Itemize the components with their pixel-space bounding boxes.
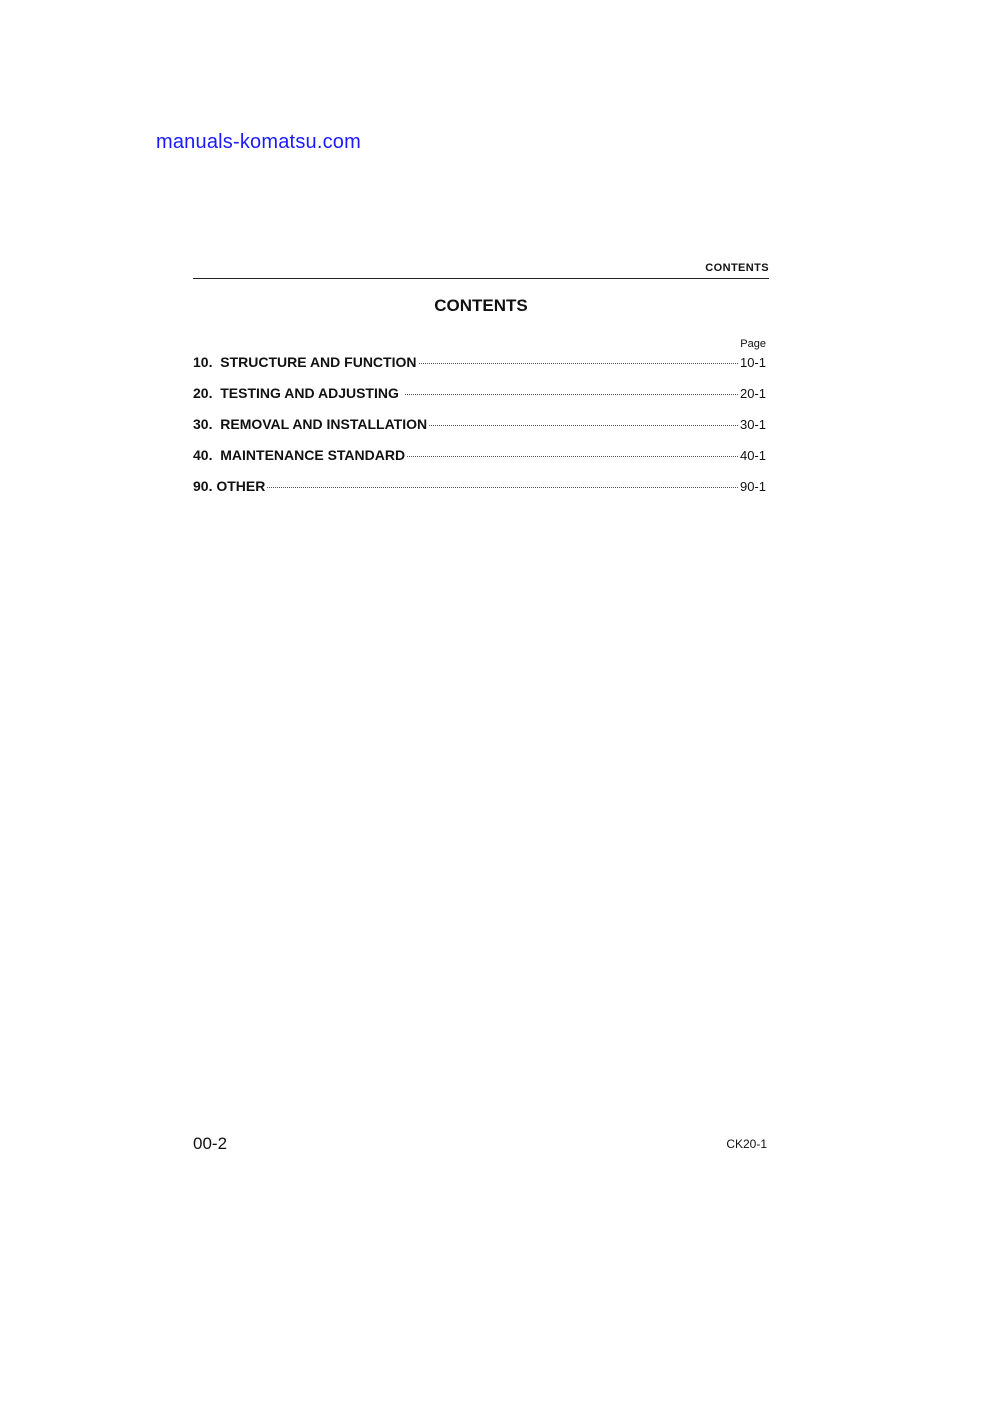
dot-leader: [419, 363, 738, 364]
toc-entry-page: 90-1: [739, 479, 766, 494]
toc-entry-testing-and-adjusting[interactable]: [193, 385, 766, 416]
table-of-contents: [193, 354, 766, 509]
toc-entry-label: 10. STRUCTURE AND FUNCTION: [193, 354, 417, 370]
toc-entry-page: 40-1: [739, 448, 766, 463]
toc-entry-structure-and-function[interactable]: [193, 354, 766, 385]
dot-leader: [407, 456, 738, 457]
running-header-title: CONTENTS: [705, 262, 769, 274]
toc-entry-maintenance-standard[interactable]: [193, 447, 766, 478]
toc-entry-label: 30. REMOVAL AND INSTALLATION: [193, 416, 428, 432]
toc-entry-page: 10-1: [739, 355, 766, 370]
toc-entry-label: 40. MAINTENANCE STANDARD: [193, 447, 406, 463]
document-title: CONTENTS: [434, 296, 528, 315]
toc-entry-page: 20-1: [739, 386, 766, 401]
page-number: 00-2: [193, 1134, 228, 1153]
toc-entry-page: 30-1: [739, 417, 766, 432]
model-code: CK20-1: [726, 1137, 767, 1151]
page-column-label: Page: [740, 338, 766, 350]
toc-entry-removal-and-installation[interactable]: [193, 416, 766, 447]
dot-leader: [267, 487, 738, 488]
toc-entry-label: 90. OTHER: [193, 478, 266, 494]
toc-entry-label: 20. TESTING AND ADJUSTING: [193, 385, 403, 401]
running-header: [193, 262, 769, 279]
dot-leader: [429, 425, 738, 426]
dot-leader: [405, 394, 738, 395]
watermark-link[interactable]: manuals-komatsu.com: [156, 131, 361, 153]
toc-entry-other[interactable]: [193, 478, 766, 509]
